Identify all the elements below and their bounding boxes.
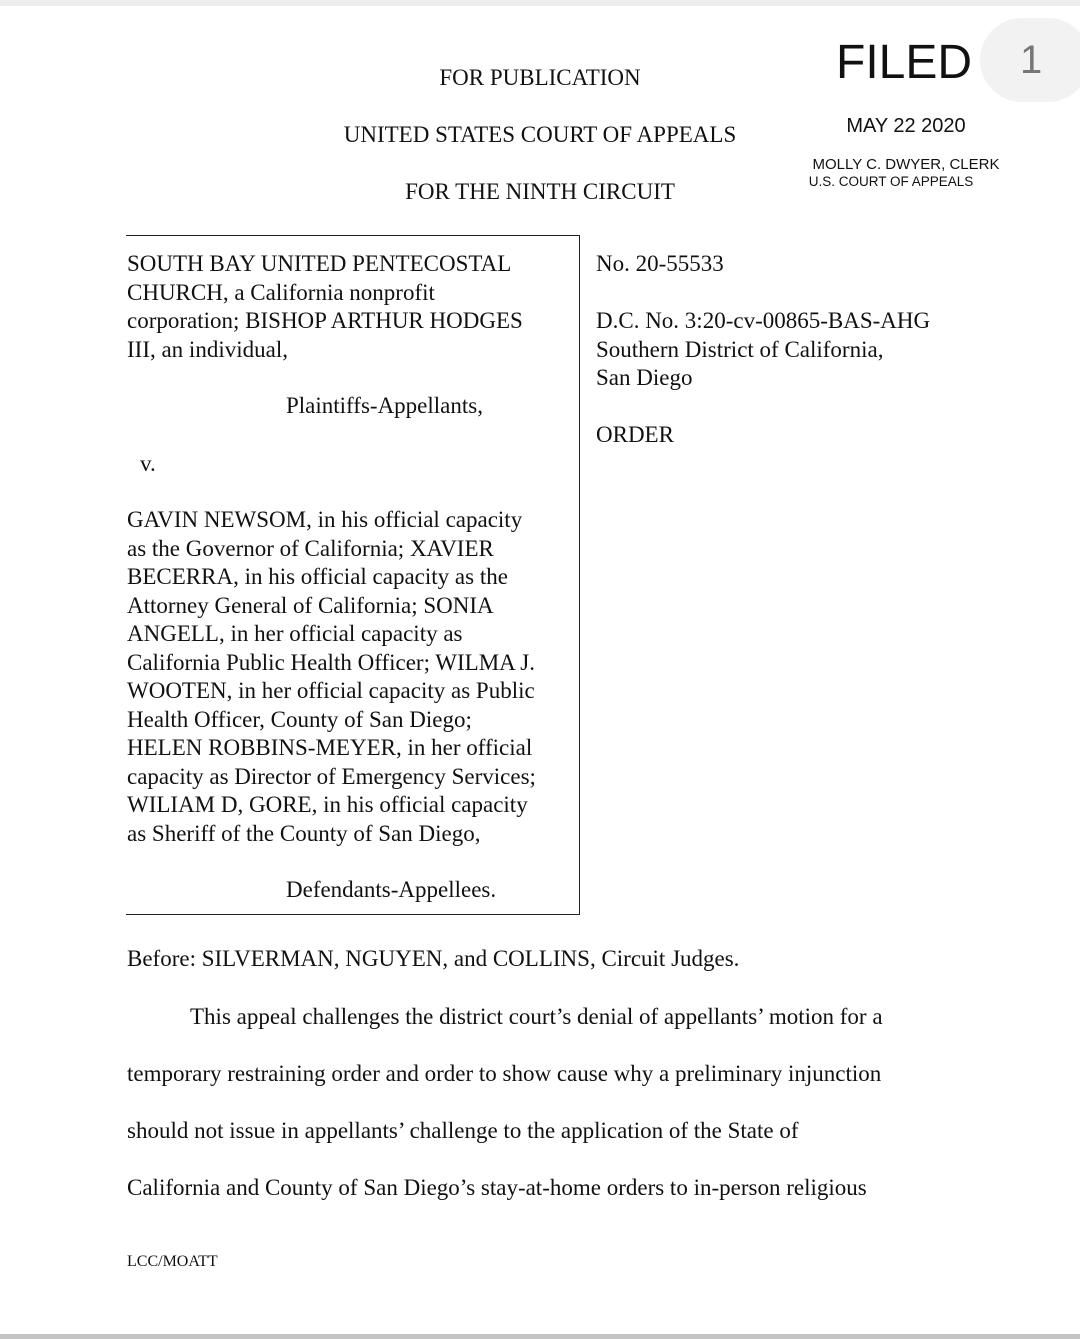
- defendant-line: Attorney General of California; SONIA: [127, 592, 494, 618]
- defendant-line: California Public Health Officer; WILMA J.: [127, 649, 535, 675]
- versus: v.: [140, 451, 156, 476]
- filed-stamp: FILED: [836, 36, 973, 89]
- footer-initials: LCC/MOATT: [127, 1253, 218, 1270]
- defendant-line: Health Officer, County of San Diego;: [127, 706, 472, 732]
- defendant-line: ANGELL, in her official capacity as: [127, 621, 463, 646]
- plaintiff-line: SOUTH BAY UNITED PENTECOSTAL: [127, 251, 512, 276]
- circuit-name: FOR THE NINTH CIRCUIT: [405, 179, 675, 204]
- document-type: ORDER: [596, 422, 674, 447]
- viewer-bottom-bar: [0, 1334, 1080, 1339]
- defendant-line: WILIAM D, GORE, in his official capacity: [127, 792, 528, 817]
- body-line: should not issue in appellants’ challenge to the application of the State of: [127, 1118, 799, 1143]
- court-name: UNITED STATES COURT OF APPEALS: [343, 122, 737, 147]
- filed-date: MAY 22 2020: [846, 115, 966, 137]
- viewer-top-bar: [0, 0, 1080, 6]
- clerk-name: MOLLY C. DWYER, CLERK: [812, 156, 1000, 173]
- defendant-line: capacity as Director of Emergency Services;: [127, 763, 536, 789]
- body-line: This appeal challenges the district court’s denial of appellants’ motion for a: [190, 1004, 883, 1029]
- defendant-line: as the Governor of California; XAVIER: [127, 535, 494, 561]
- defendant-line: HELEN ROBBINS-MEYER, in her official: [127, 735, 533, 760]
- body-line: California and County of San Diego’s stay-at-home orders to in-person religious: [127, 1175, 867, 1200]
- publication-label: FOR PUBLICATION: [439, 65, 641, 90]
- district-city: San Diego: [596, 365, 693, 390]
- defendants-role: Defendants-Appellees.: [286, 877, 497, 902]
- defendant-line: as Sheriff of the County of San Diego,: [127, 820, 481, 846]
- clerk-office: U.S. COURT OF APPEALS: [808, 174, 974, 189]
- defendants-list: [127, 506, 536, 848]
- district-court: Southern District of California,: [596, 336, 884, 362]
- page-number-badge: 1: [980, 18, 1080, 102]
- body-line: temporary restraining order and order to show cause why a preliminary injunction: [127, 1061, 882, 1086]
- panel-judges: Before: SILVERMAN, NGUYEN, and COLLINS, Circuit Judges.: [127, 946, 740, 971]
- case-caption: [127, 250, 523, 364]
- plaintiff-line: corporation; BISHOP ARTHUR HODGES: [127, 308, 523, 333]
- defendant-line: GAVIN NEWSOM, in his official capacity: [127, 507, 523, 532]
- defendant-line: WOOTEN, in her official capacity as Public: [127, 678, 535, 703]
- plaintiffs-role: Plaintiffs-Appellants,: [286, 393, 483, 418]
- case-number: No. 20-55533: [596, 251, 724, 276]
- plaintiff-line: CHURCH, a California nonprofit: [127, 279, 435, 305]
- defendant-line: BECERRA, in his official capacity as the: [127, 564, 508, 589]
- plaintiff-line: III, an individual,: [127, 336, 288, 362]
- district-case-number: D.C. No. 3:20-cv-00865-BAS-AHG: [596, 308, 931, 333]
